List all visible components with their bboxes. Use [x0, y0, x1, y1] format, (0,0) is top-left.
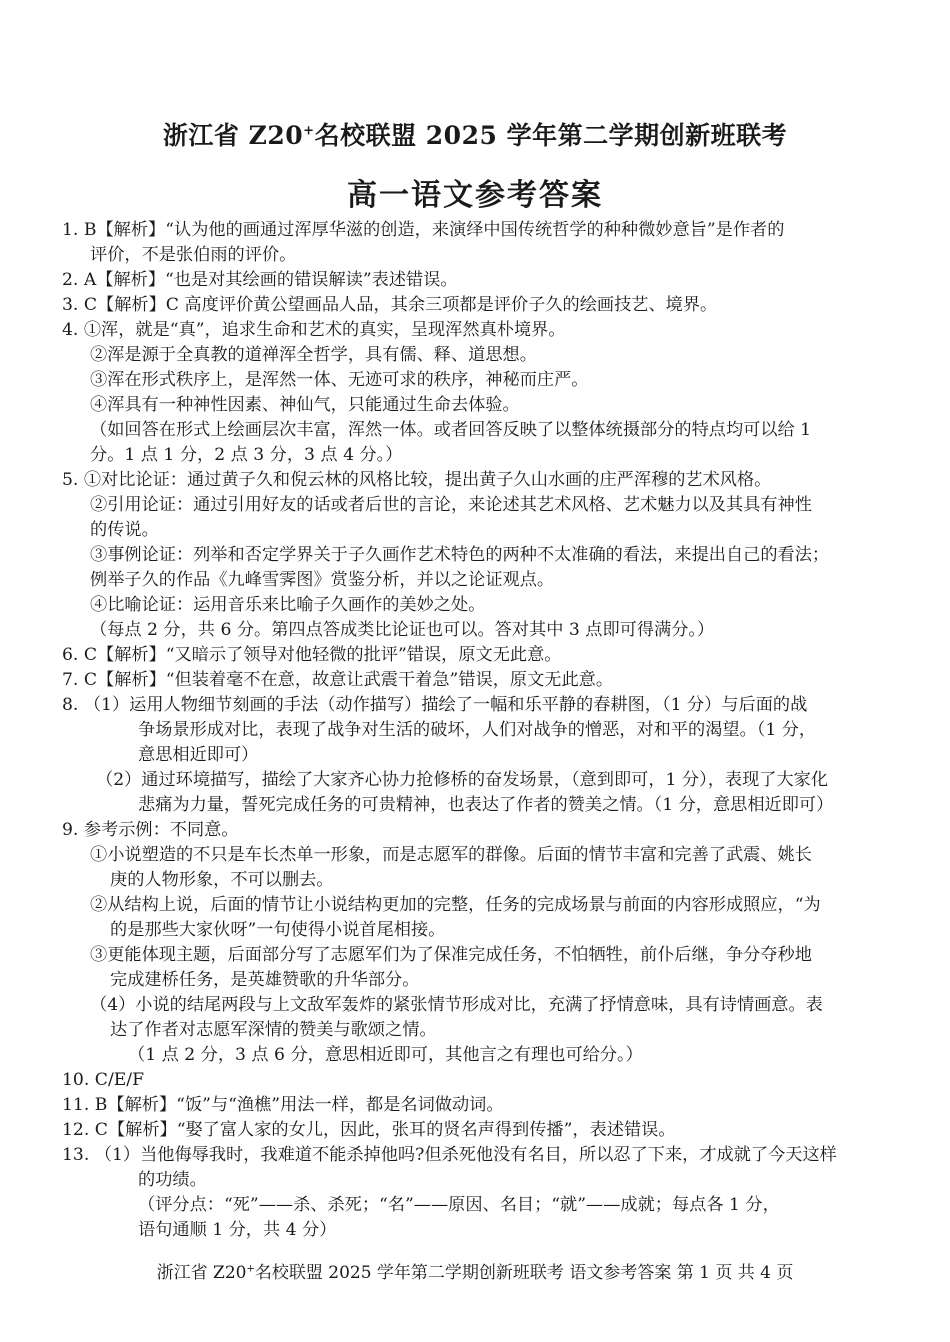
- answer-line: 完成建桥任务，是英雄赞歌的升华部分。: [110, 970, 420, 990]
- answer-line: 语句通顺 1 分，共 4 分）: [138, 1220, 337, 1240]
- page-footer: [0, 1258, 950, 1283]
- answer-line: 11. B【解析】“饭”与“渔樵”用法一样，都是名词做动词。: [62, 1095, 504, 1115]
- answer-line: 12. C【解析】“娶了富人家的女儿，因此，张耳的贤名声得到传播”，表述错误。: [62, 1120, 676, 1140]
- answer-line: 意思相近即可）: [138, 745, 259, 765]
- answer-line: 6. C【解析】“又暗示了领导对他轻微的批评”错误，原文无此意。: [62, 645, 562, 665]
- answer-line: 8. （1）运用人物细节刻画的手法（动作描写）描绘了一幅和乐平静的春耕图，（1 分）与后面的战: [62, 695, 808, 715]
- answer-line: 4. ①浑，就是“真”，追求生命和艺术的真实，呈现浑然真朴境界。: [62, 320, 566, 340]
- answer-line: 评价，不是张伯雨的评价。: [90, 245, 297, 265]
- answer-line: 的是那些大家伙呀”一句使得小说首尾相接。: [110, 920, 446, 940]
- answer-line: 庚的人物形象，不可以删去。: [110, 870, 334, 890]
- answer-line: 1. B【解析】“认为他的画通过浑厚华滋的创造，来演绎中国传统哲学的种种微妙意旨”是作者的: [62, 220, 785, 240]
- footer-superscript: +: [246, 1263, 255, 1275]
- answer-line: 13. （1）当他侮辱我时，我难道不能杀掉他吗?但杀死他没有名目，所以忍了下来，才成就了今天这样: [62, 1145, 837, 1165]
- answer-line: 分。1 点 1 分，2 点 3 分，3 点 4 分。）: [90, 445, 403, 465]
- answer-line: 的功绩。: [138, 1170, 207, 1190]
- answer-line: 的传说。: [90, 520, 159, 540]
- answer-line: ④浑具有一种神性因素、神仙气，只能通过生命去体验。: [90, 395, 520, 415]
- answer-line: ③浑在形式秩序上，是浑然一体、无迹可求的秩序，神秘而庄严。: [90, 370, 589, 390]
- answer-line: ④比喻论证：运用音乐来比喻子久画作的美妙之处。: [90, 595, 486, 615]
- answer-line: ③更能体现主题，后面部分写了志愿军们为了保准完成任务，不怕牺牲，前仆后继，争分夺秒地: [90, 945, 812, 965]
- answer-line: ③事例论证：列举和否定学界关于子久画作艺术特色的两种不太准确的看法，来提出自己的看法；: [90, 545, 830, 565]
- answer-line: 10. C/E/F: [62, 1070, 145, 1090]
- answer-line: 争场景形成对比，表现了战争对生活的破坏，人们对战争的憎恶，对和平的渴望。（1 分，: [138, 720, 817, 740]
- footer-prefix: 浙江省 Z20: [156, 1263, 247, 1283]
- document-subtitle: 高一语文参考答案: [347, 178, 603, 213]
- title-superscript: +: [303, 123, 315, 139]
- answer-line: （评分点：“死”——杀、杀死；“名”——原因、名目；“就”——成就；每点各 1 分，: [138, 1195, 780, 1215]
- answer-line: ②浑是源于全真教的道禅浑全哲学，具有儒、释、道思想。: [90, 345, 537, 365]
- footer-suffix: 名校联盟 2025 学年第二学期创新班联考 语文参考答案 第 1 页 共 4 页: [254, 1263, 794, 1283]
- answer-line: ②从结构上说，后面的情节让小说结构更加的完整，任务的完成场景与前面的内容形成照应，“为: [90, 895, 821, 915]
- answer-line: 悲痛为力量，誓死完成任务的可贵精神，也表达了作者的赞美之情。（1 分，意思相近即可）: [138, 795, 834, 815]
- title-prefix: 浙江省 Z20: [162, 121, 304, 150]
- answer-line: （1 点 2 分，3 点 6 分，意思相近即可，其他言之有理也可给分。）: [128, 1045, 643, 1065]
- answer-line: 9. 参考示例：不同意。: [62, 820, 239, 840]
- answer-line: 达了作者对志愿军深情的赞美与歌颂之情。: [110, 1020, 437, 1040]
- answer-line: 3. C【解析】C 高度评价黄公望画品人品，其余三项都是评价子久的绘画技艺、境界。: [62, 295, 718, 315]
- answer-line: 5. ①对比论证：通过黄子久和倪云林的风格比较，提出黄子久山水画的庄严浑穆的艺术风格。: [62, 470, 772, 490]
- answer-line: （2）通过环境描写，描绘了大家齐心协力抢修桥的奋发场景，（意到即可，1 分），表现了大家化: [96, 770, 829, 790]
- answer-line: 2. A【解析】“也是对其绘画的错误解读”表述错误。: [62, 270, 458, 290]
- answer-line: ①小说塑造的不只是车长杰单一形象，而是志愿军的群像。后面的情节丰富和完善了武震、姚长: [90, 845, 812, 865]
- title-suffix: 名校联盟 2025 学年第二学期创新班联考: [314, 121, 788, 150]
- answer-line: （4）小说的结尾两段与上文敌军轰炸的紧张情节形成对比，充满了抒情意味，具有诗情画意。表: [90, 995, 823, 1015]
- answer-line: （每点 2 分，共 6 分。第四点答成类比论证也可以。答对其中 3 点即可得满分。）: [90, 620, 715, 640]
- answer-line: 例举子久的作品《九峰雪霁图》赏鉴分析，并以之论证观点。: [90, 570, 555, 590]
- answer-line: （如回答在形式上绘画层次丰富，浑然一体。或者回答反映了以整体统摄部分的特点均可以给 1: [90, 420, 812, 440]
- answer-line: ②引用论证：通过引用好友的话或者后世的言论，来论述其艺术风格、艺术魅力以及其具有神性: [90, 495, 812, 515]
- document-title: [0, 116, 950, 152]
- answer-line: 7. C【解析】“但装着毫不在意，故意让武震干着急”错误，原文无此意。: [62, 670, 614, 690]
